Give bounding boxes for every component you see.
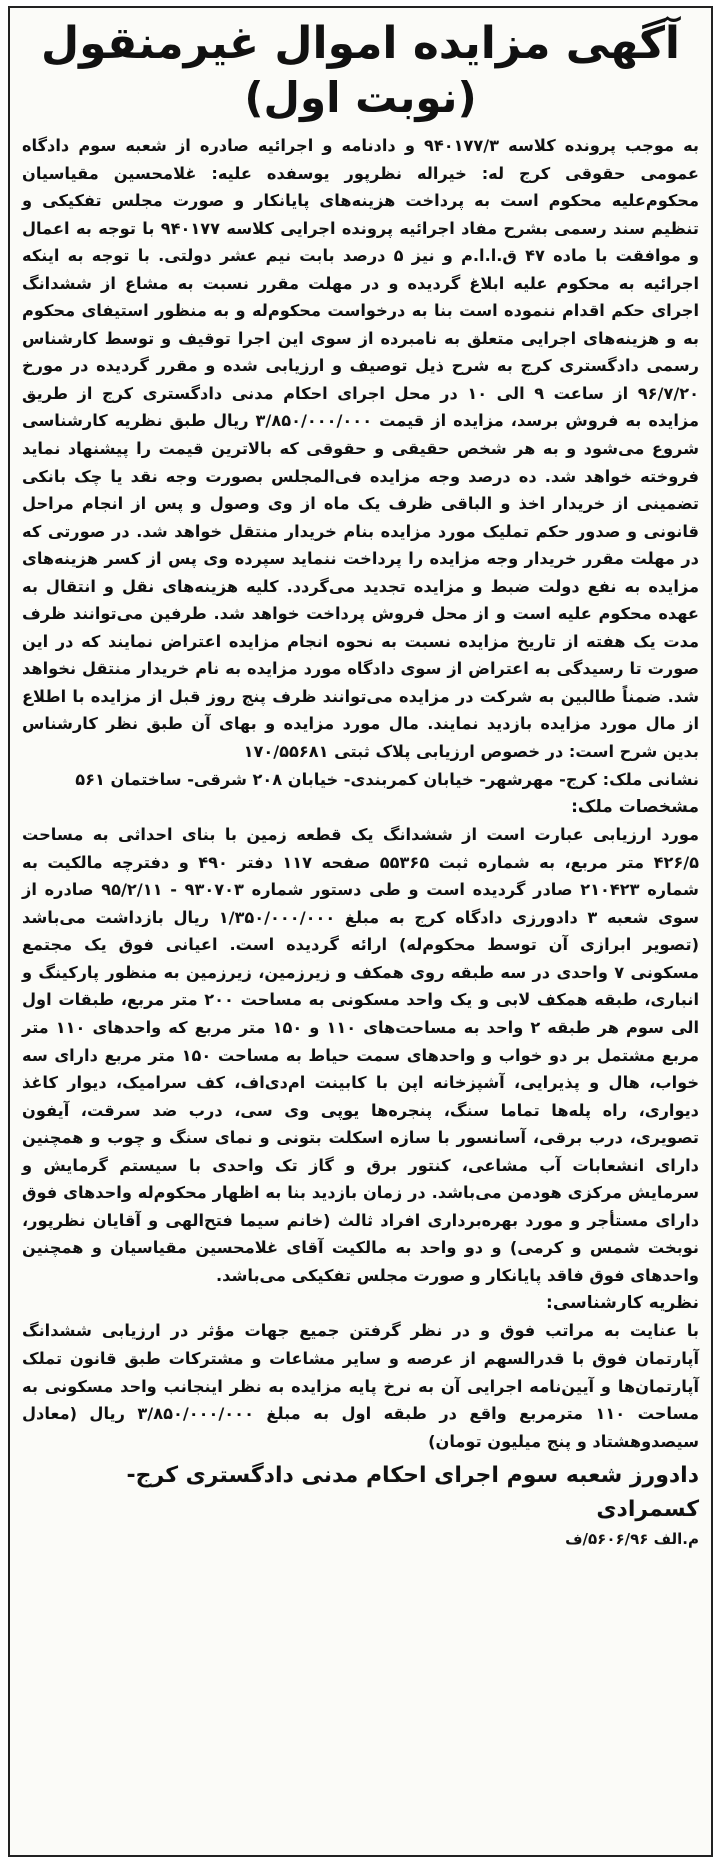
notice-body [22,132,699,793]
property-specs-body [22,821,699,1289]
expert-opinion-paragraph: با عنایت به مراتب فوق و در نظر گرفتن جمیع جهات مؤثر در ارزیابی ششدانگ آپارتمان فوق با قدرالسهم از عرصه و سایر مشاعات و مشترکات طبق قانون تملک آپارتمان‌ها و آیین‌نامه اجرایی آن به نرخ پایه مزایده به نظر اینجانب واحد مسکونی به مساحت ۱۱۰ مترمربع واقع در طبقه اول به مبلغ ۳/۸۵۰/۰۰۰/۰۰۰ ریال (معادل سیصدوهشتاد و پنج میلیون تومان) [22,1321,699,1451]
property-specs-paragraph: مورد ارزیابی عبارت است از ششدانگ یک قطعه زمین با بنای احداثی به مساحت ۴۲۶/۵ متر مربع، به شماره ثبت ۵۵۳۶۵ صفحه ۱۱۷ دفتر ۴۹۰ و دفترچه مالکیت به شماره ۲۱۰۴۲۳ صادر گردیده است و طی دستور شماره ۹۳۰۷۰۳ - ۹۵/۲/۱۱ صادره از سوی شعبه ۳ دادورزی دادگاه کرج به مبلغ ۱/۳۵۰/۰۰۰/۰۰۰ ریال بازداشت می‌باشد (تصویر ابرازی آن توسط محکوم‌له) ارائه گردیده است. اعیانی فوق یک مجتمع مسکونی ۷ واحدی در سه طبقه روی همکف و زیرزمین، زیرزمین به منظور پارکینگ و انباری، طبقه همکف لابی و یک واحد مسکونی به مساحت ۲۰۰ متر مربع، طبقات اول الی سوم هر طبقه ۲ واحد به مساحت‌های ۱۱۰ و ۱۵۰ متر مربع که واحدهای ۱۱۰ متر مربع مشتمل بر دو خواب و واحدهای سمت حیاط به مساحت ۱۵۰ متر مربع دارای سه خواب، هال و پذیرایی، آشپزخانه اپن با کابینت ام‌دی‌اف، کف سرامیک، دیوار کاغذ دیواری، راه پله‌ها تماما سنگ، پنجره‌ها یوپی وی سی، درب ضد سرقت، آیفون تصویری، درب برقی، آسانسور با سازه اسکلت بتونی و نمای سنگ و چوب و همچنین دارای انشعابات آب مشاعی، کنتور برق و گاز تک واحدی با سیستم گرمایش و سرمایش مرکزی هودمن می‌باشد. در زمان بازدید بنا به اظهار محکوم‌له واحدهای فوق دارای مستأجر و مورد بهره‌برداری افراد ثالث (خانم سیما فتح‌الهی و آقایان نظرپور، نوبخت شمس و کرمی) و دو واحد به مالکیت آقای غلامحسین مقیاسیان و همچنین واحدهای فوق فاقد پایانکار و صورت مجلس تفکیکی می‌باشد. [22,825,700,1285]
expert-opinion-heading: نظریه کارشناسی: [546,1293,699,1314]
property-address: نشانی ملک: کرج- مهرشهر- خیابان کمربندی- خیابان ۲۰۸ شرقی- ساختمان ۵۶۱ [75,769,699,789]
property-specs-heading: مشخصات ملک: [571,797,699,818]
expert-opinion-body [22,1317,699,1455]
notice-subtitle: (نوبت اول) [244,73,477,122]
notice-title: آگهی مزایده اموال غیرمنقول [41,18,680,69]
notice-frame [8,6,713,1857]
notice-intro-paragraph: به موجب پرونده کلاسه ۹۴۰۱۷۷/۳ و دادنامه و اجرائیه صادره از شعبه سوم دادگاه عمومی حقوقی کرج له: خیراله نظرپور یوسفده علیه: غلامحسین مقیاسیان محکوم‌علیه محکوم است به پرداخت هزینه‌های پایانکار و صورت مجلس تفکیکی و تنظیم سند رسمی بشرح مفاد اجرائیه پرونده اجرایی کلاسه ۹۴۰۱۷۷ با توجه به اعمال و موافقت با ماده ۴۷ ق.ا.ا.م و نیز ۵ درصد بابت نیم عشر دولتی. با توجه به اینکه اجرائیه به محکوم علیه ابلاغ گردیده و در مهلت مقرر نسبت به مشاع از ششدانگ اجرای حکم اقدام ننموده است بنا به درخواست محکوم‌له و به منظور استیفای محکوم به و هزینه‌های اجرایی متعلق به نامبرده از سوی این اجرا توقیف و توسط کارشناس رسمی دادگستری کرج به شرح ذیل توصیف و ارزیابی شده و مقرر گردیده در مورخ ۹۶/۷/۲۰ از ساعت ۹ الی ۱۰ در محل اجرای احکام مدنی دادگستری کرج از طریق مزایده به فروش برسد، مزایده از قیمت ۳/۸۵۰/۰۰۰/۰۰۰ ریال طبق نظریه کارشناسی شروع می‌شود و به هر شخص حقیقی و حقوقی که بالاترین قیمت را پیشنهاد نماید فروخته خواهد شد. ده درصد وجه مزایده فی‌المجلس بصورت وجه نقد یا چک بانکی تضمینی از خریدار اخذ و الباقی ظرف یک ماه از وی وصول و پس از انجام مراحل قانونی و صدور حکم تملیک مورد مزایده بنام خریدار منتقل خواهد شد. در صورتی که در مهلت مقرر خریدار وجه مزایده را پرداخت ننماید سپرده وی پس از کسر هزینه‌های مزایده به نفع دولت ضبط و مزایده تجدید می‌گردد. کلیه هزینه‌های نقل و انتقال به عهده محکوم علیه است و از محل فروش پرداخت خواهد شد. طرفین می‌توانند ظرف مدت یک هفته از تاریخ مزایده نسبت به نحوه انجام مزایده اعتراض نمایند که در این صورت تا رسیدگی به اعتراض از سوی دادگاه مورد مزایده به نام خریدار منتقل نخواهد شد. ضمناً طالبین به شرکت در مزایده می‌توانند ظرف پنج روز قبل از مزایده با اطلاع از مال مورد مزایده بازدید نمایند. مال مورد مزایده و بهای آن طبق نظر کارشناس بدین شرح است: در خصوص ارزیابی پلاک ثبتی ۱۷۰/۵۵۶۸۱ [22,136,700,762]
reference-number: م.الف ۵۶۰۶/۹۶/ف [565,1530,699,1549]
signature-line: دادورز شعبه سوم اجرای احکام مدنی دادگستری کرج- کسمرادی [126,1463,699,1523]
